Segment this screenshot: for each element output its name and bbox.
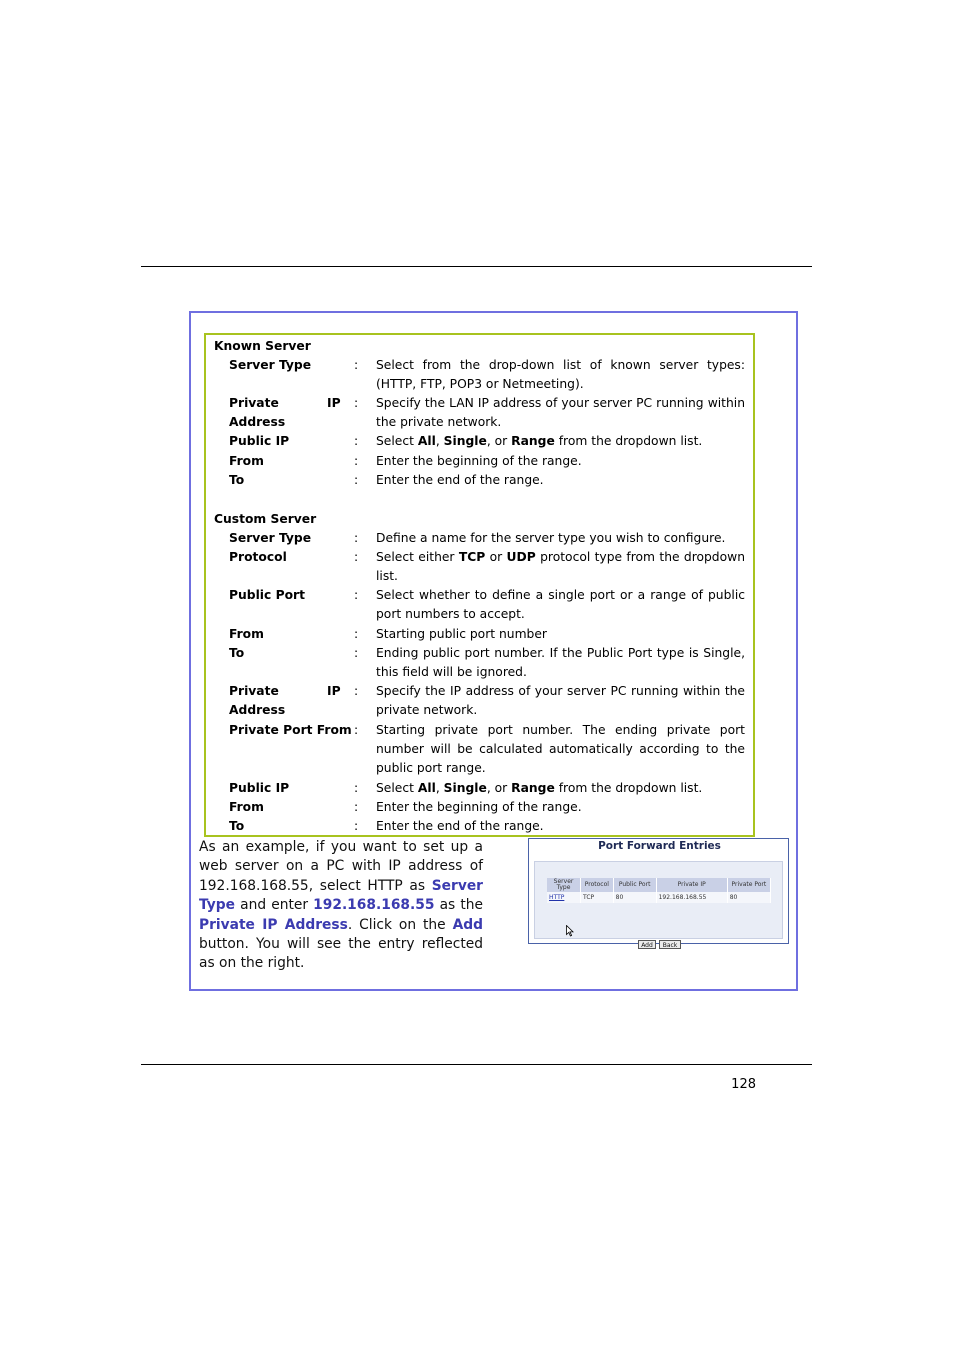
- server-type-link[interactable]: HTTP: [547, 892, 581, 903]
- field-description: Enter the beginning of the range.: [376, 800, 582, 814]
- mouse-cursor-icon: [566, 925, 574, 937]
- field-description: Select All, Single, or Range from the dropdown list.: [376, 781, 703, 795]
- field-description: Enter the end of the range.: [376, 473, 544, 487]
- table-cell: 80: [727, 892, 770, 903]
- back-button[interactable]: Back: [659, 940, 681, 949]
- separator: :: [354, 434, 359, 448]
- separator: :: [354, 627, 359, 641]
- table-cell: 192.168.168.55: [656, 892, 727, 903]
- field-label: Server Type: [229, 531, 312, 545]
- column-header: Protocol: [581, 878, 614, 892]
- custom-server-title: Custom Server: [214, 512, 317, 526]
- field-description: Select either TCP or UDP protocol type from the dropdown list.: [376, 550, 745, 584]
- column-header: Private IP: [656, 878, 727, 892]
- port-forward-screenshot: [528, 838, 789, 949]
- separator: :: [354, 723, 359, 737]
- field-description: Select whether to define a single port or a range of public port numbers to accept.: [376, 588, 745, 622]
- column-header: Public Port: [613, 878, 656, 892]
- field-label: From: [229, 454, 264, 468]
- field-label: To: [229, 646, 245, 660]
- separator: :: [354, 396, 359, 410]
- separator: :: [354, 588, 359, 602]
- field-label: To: [229, 473, 245, 487]
- field-label: Private Port From: [229, 723, 352, 737]
- column-header: Private Port: [727, 878, 770, 892]
- separator: :: [354, 684, 359, 698]
- field-description: Starting public port number: [376, 627, 547, 641]
- separator: :: [354, 531, 359, 545]
- field-description: Starting private port number. The ending private port number will be calculated automatically according to the public port range.: [376, 723, 745, 776]
- table-row: [547, 892, 771, 903]
- field-label: Server Type: [229, 358, 312, 372]
- field-description: Ending public port number. If the Public Port type is Single, this field will be ignored.: [376, 646, 745, 680]
- screenshot-title: Port Forward Entries: [598, 840, 721, 852]
- field-label: Protocol: [229, 550, 287, 564]
- field-label: To: [229, 819, 245, 833]
- separator: :: [354, 473, 359, 487]
- footer-rule: [141, 1064, 812, 1065]
- field-label: Public IP: [229, 781, 290, 795]
- separator: :: [354, 550, 359, 564]
- separator: :: [354, 454, 359, 468]
- field-description: Specify the LAN IP address of your server PC running within the private network.: [376, 396, 745, 430]
- field-description: Select from the drop-down list of known server types: (HTTP, FTP, POP3 or Netmeeting).: [376, 358, 745, 392]
- field-label: Public Port: [229, 588, 305, 602]
- separator: :: [354, 358, 359, 372]
- table-cell: TCP: [581, 892, 614, 903]
- table-cell: 80: [613, 892, 656, 903]
- field-label: From: [229, 800, 264, 814]
- separator: :: [354, 800, 359, 814]
- field-description: Define a name for the server type you wish to configure.: [376, 531, 726, 545]
- example-paragraph: As an example, if you want to set up a web server on a PC with IP address of 192.168.168.55, select HTTP as Server Type and enter 192.168.168.55 as the Private IP Address. Click on the Add button. You will see the entry reflected as on the right.: [199, 839, 483, 972]
- header-rule: [141, 266, 812, 267]
- field-label: From: [229, 627, 264, 641]
- page-number: 128: [731, 1077, 756, 1092]
- table-header-row: [547, 878, 771, 892]
- port-forward-table: [547, 878, 771, 903]
- known-server-title: Known Server: [214, 339, 311, 353]
- field-description: Enter the end of the range.: [376, 819, 544, 833]
- column-header: Server Type: [547, 878, 581, 892]
- separator: :: [354, 819, 359, 833]
- field-description: Enter the beginning of the range.: [376, 454, 582, 468]
- field-description: Specify the IP address of your server PC running within the private network.: [376, 684, 745, 718]
- separator: :: [354, 781, 359, 795]
- field-description: Select All, Single, or Range from the dropdown list.: [376, 434, 703, 448]
- field-label: Public IP: [229, 434, 290, 448]
- screenshot-panel: [534, 861, 783, 949]
- add-button[interactable]: Add: [638, 940, 656, 949]
- separator: :: [354, 646, 359, 660]
